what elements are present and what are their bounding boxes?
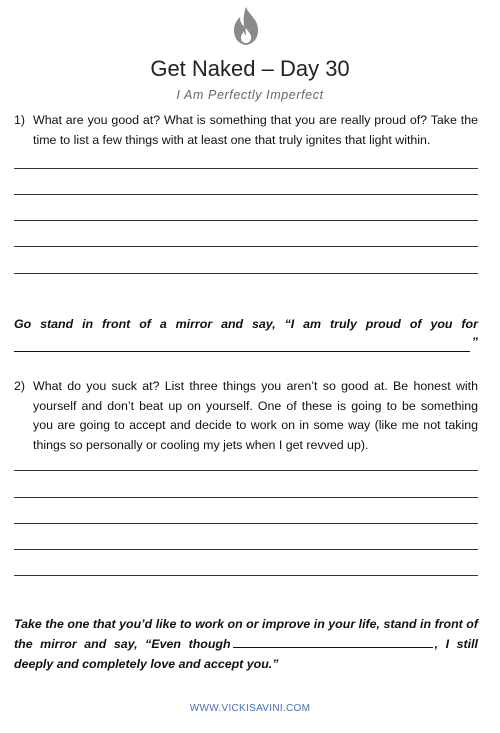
prompt-word: and bbox=[221, 317, 244, 331]
fill-in-blank[interactable] bbox=[233, 634, 433, 648]
question-2-text: What do you suck at? List three things you aren’t so good at. Be honest with yourself and don’t beat up on yourself. One of these is going to be something you are going to accept and decide to work on in some way (like me not taking things so personally or cooling my jets when I get revved up). bbox=[33, 379, 478, 452]
prompt-word: am bbox=[303, 317, 322, 331]
mirror-prompt-2 bbox=[14, 614, 478, 674]
answer-line[interactable] bbox=[14, 497, 478, 498]
question-2-number: 2) bbox=[14, 379, 26, 393]
fill-in-blank[interactable] bbox=[14, 337, 470, 352]
answer-line[interactable] bbox=[14, 470, 478, 471]
answer-line[interactable] bbox=[14, 549, 478, 550]
prompt-word: stand bbox=[40, 317, 74, 331]
website-link[interactable]: WWW.VICKISAVINI.COM bbox=[189, 703, 311, 714]
prompt-word: truly bbox=[330, 317, 357, 331]
question-1 bbox=[14, 111, 478, 150]
page-subtitle: I Am Perfectly Imperfect bbox=[176, 88, 324, 102]
answer-line[interactable] bbox=[14, 575, 478, 576]
flame-icon bbox=[228, 6, 264, 46]
question-1-number: 1) bbox=[14, 113, 26, 127]
answer-line[interactable] bbox=[14, 273, 478, 274]
prompt-word: you bbox=[430, 317, 453, 331]
prompt-word: for bbox=[461, 317, 478, 331]
prompt-word: Go bbox=[14, 317, 32, 331]
answer-line[interactable] bbox=[14, 246, 478, 247]
prompt-word: in bbox=[82, 317, 94, 331]
prompt-word: front bbox=[102, 317, 131, 331]
mirror-prompt-2-before: Take the one that you’d like to work on or improve in your life, stand in front of the mirror and say, “Even though bbox=[14, 617, 478, 651]
prompt-word: mirror bbox=[175, 317, 213, 331]
answer-line[interactable] bbox=[14, 523, 478, 524]
mirror-prompt-2-after: , I still deeply and completely love and accept you.” bbox=[14, 637, 478, 671]
prompt-word: proud bbox=[365, 317, 401, 331]
closing-quote: ” bbox=[471, 335, 478, 349]
answer-line[interactable] bbox=[14, 194, 478, 195]
mirror-prompt-1-text bbox=[14, 314, 478, 334]
mirror-prompt-1 bbox=[14, 314, 478, 352]
prompt-word: a bbox=[159, 317, 167, 331]
page-title: Get Naked – Day 30 bbox=[150, 56, 350, 81]
answer-line[interactable] bbox=[14, 168, 478, 169]
prompt-word: say, bbox=[252, 317, 276, 331]
prompt-word: of bbox=[139, 317, 151, 331]
answer-line[interactable] bbox=[14, 220, 478, 221]
prompt-word: of bbox=[409, 317, 422, 331]
mirror-prompt-1-blank-row bbox=[14, 334, 478, 352]
question-1-text: What are you good at? What is something that you are really proud of? Take the time to list a few things with at least one that truly ignites that light within. bbox=[33, 113, 478, 147]
prompt-word: “I bbox=[284, 317, 295, 331]
question-2 bbox=[14, 377, 478, 455]
